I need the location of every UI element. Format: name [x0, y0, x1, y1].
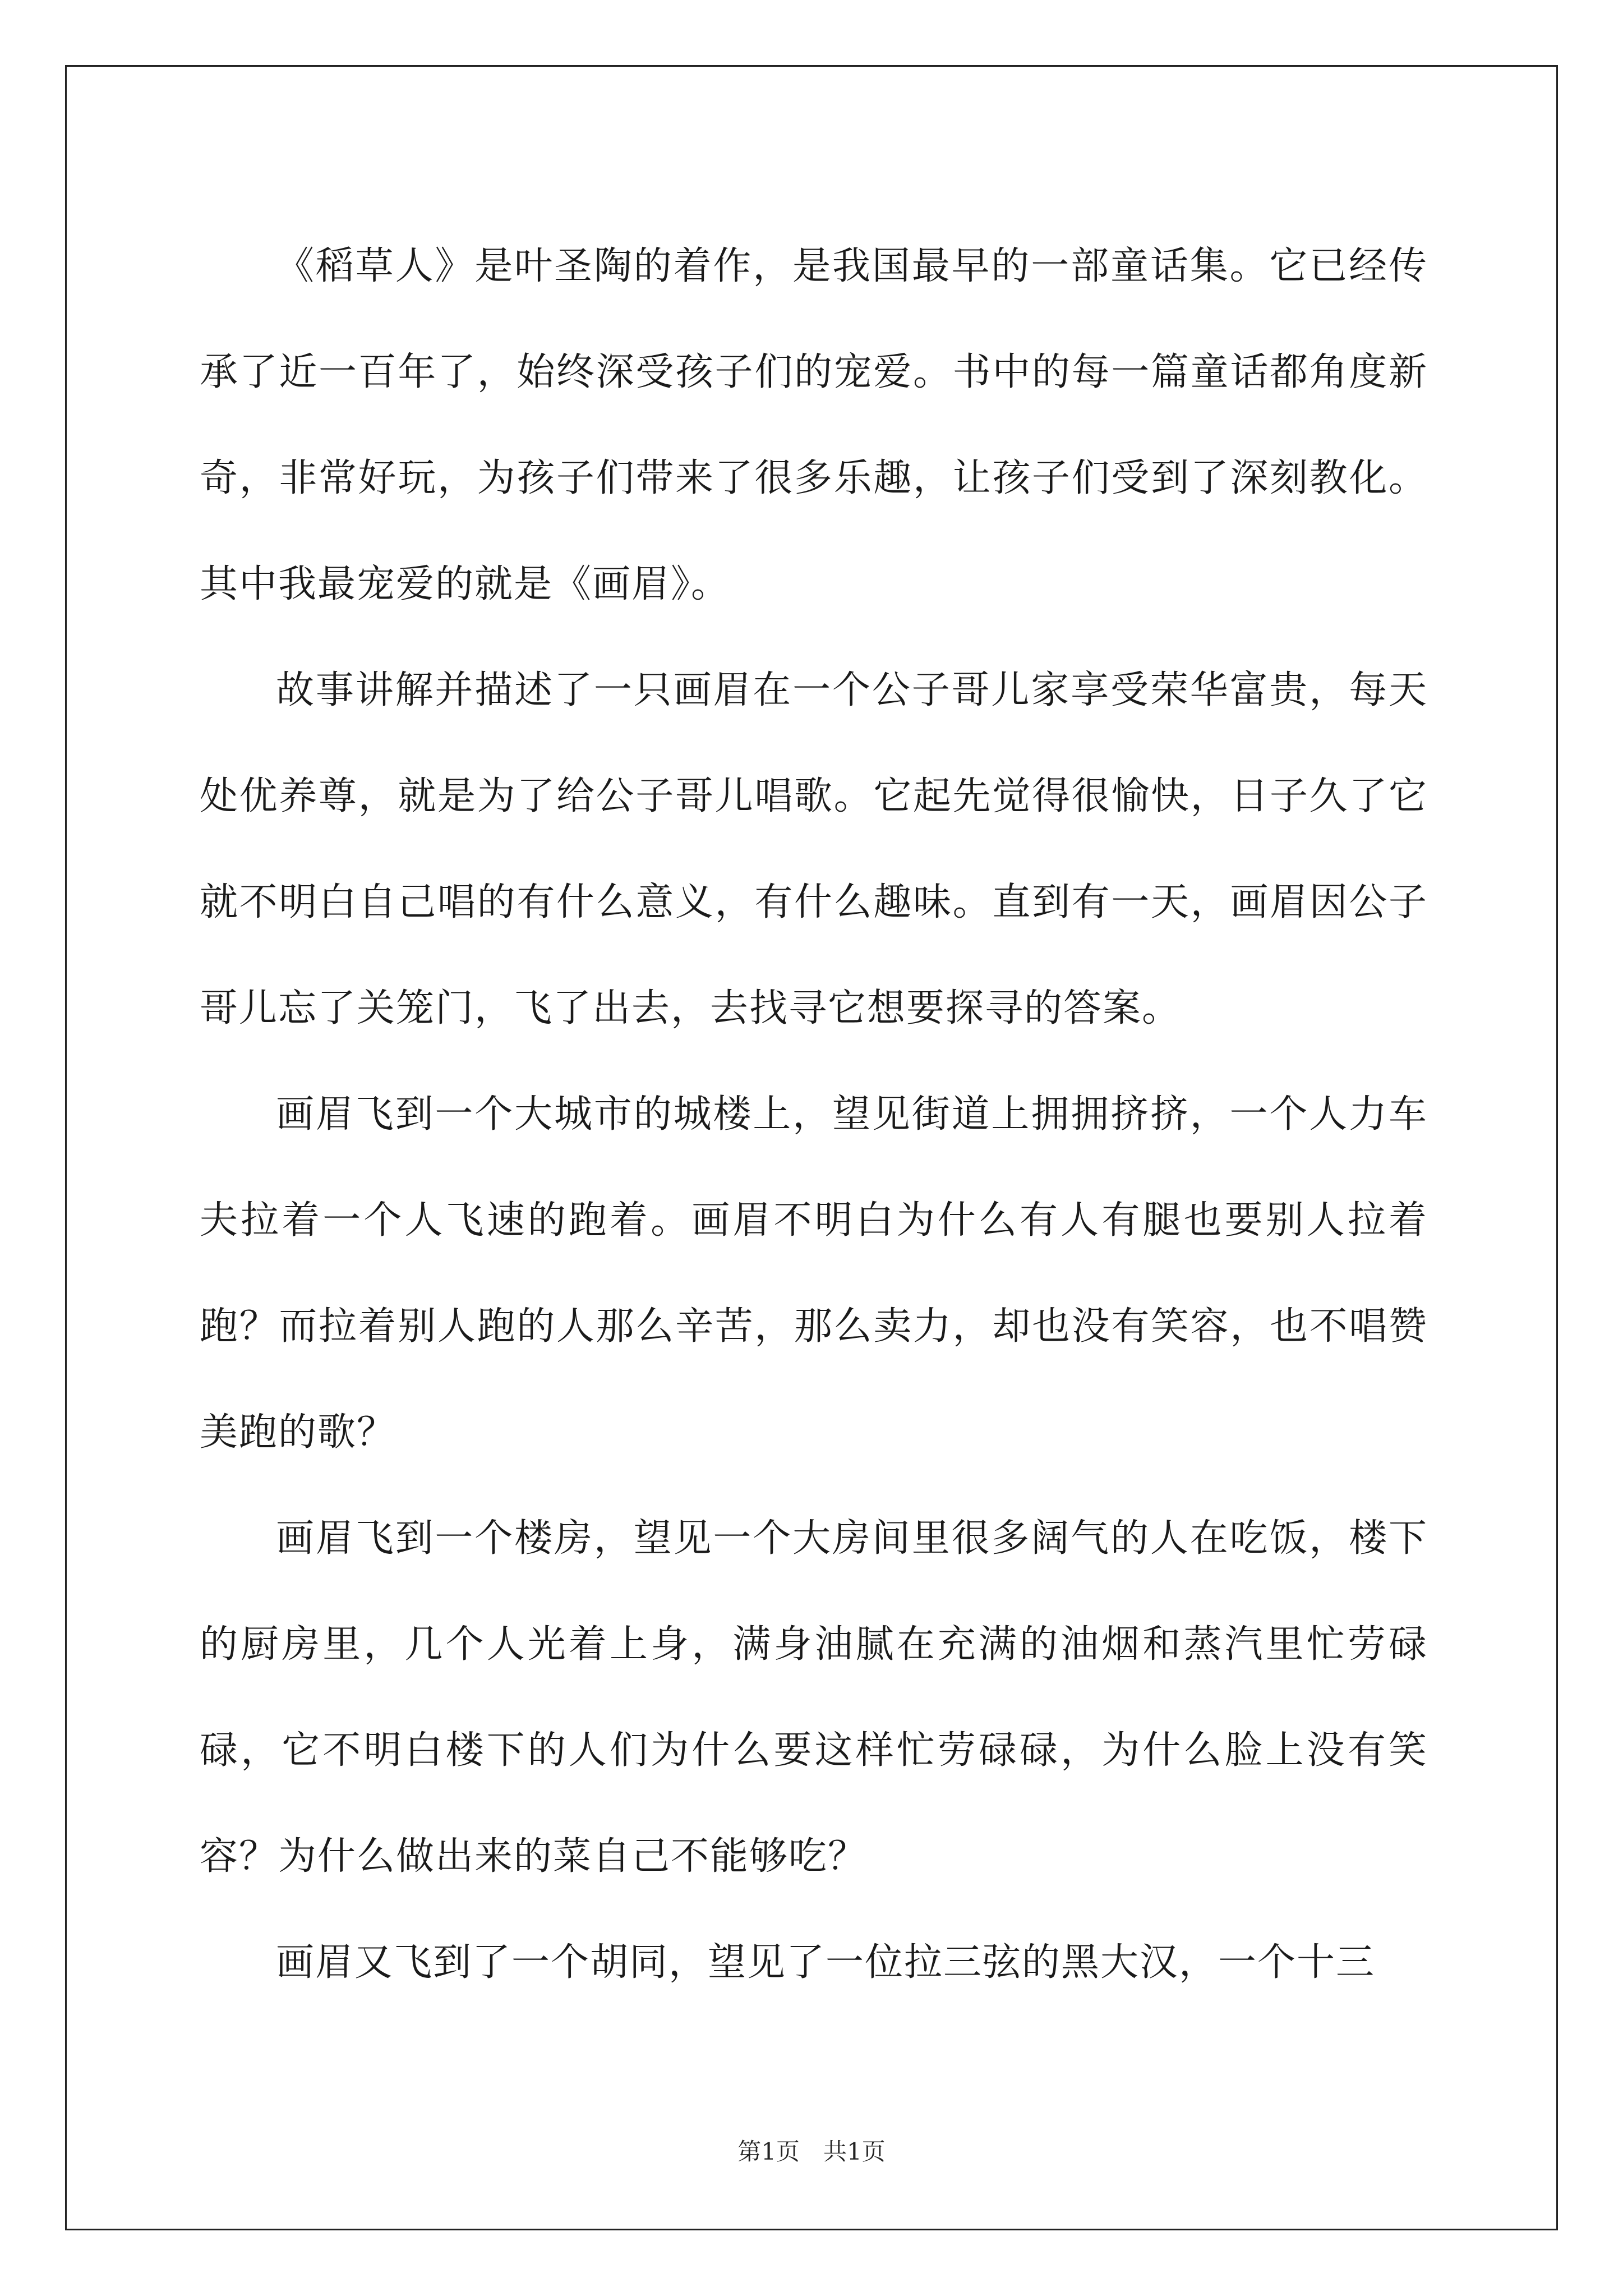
- page-footer: [0, 2135, 1623, 2169]
- paragraph-4: 画眉飞到一个楼房，望见一个大房间里很多阔气的人在吃饭，楼下的厨房里，几个人光着上身，满身油腻在充满的油烟和蒸汽里忙劳碌碌，它不明白楼下的人们为什么要这样忙劳碌碌，为什么脸上没有笑容？为什么做出来的菜自己不能够吃？: [200, 1516, 1428, 1879]
- paragraph-3: 画眉飞到一个大城市的城楼上，望见街道上拥拥挤挤，一个人力车夫拉着一个人飞速的跑着。画眉不明白为什么有人有腿也要别人拉着跑？而拉着别人跑的人那么辛苦，那么卖力，却也没有笑容，也不唱赞美跑的歌？: [200, 1092, 1428, 1455]
- paragraph-5: 画眉又飞到了一个胡同，望见了一位拉三弦的黑大汉，一个十三: [276, 1940, 1376, 1985]
- page-number-label: 第1页 共1页: [737, 2138, 886, 2165]
- paragraph-2: 故事讲解并描述了一只画眉在一个公子哥儿家享受荣华富贵，每天处优养尊，就是为了给公子哥儿唱歌。它起先觉得很愉快，日子久了它就不明白自己唱的有什么意义，有什么趣味。直到有一天，画眉因公子哥儿忘了关笼门，飞了出去，去找寻它想要探寻的答案。: [200, 668, 1428, 1030]
- document-body: [200, 213, 1428, 2016]
- paragraph-1: 《稻草人》是叶圣陶的着作，是我国最早的一部童话集。它已经传承了近一百年了，始终深受孩子们的宠爱。书中的每一篇童话都角度新奇，非常好玩，为孩子们带来了很多乐趣，让孩子们受到了深刻教化。其中我最宠爱的就是《画眉》。: [200, 244, 1428, 606]
